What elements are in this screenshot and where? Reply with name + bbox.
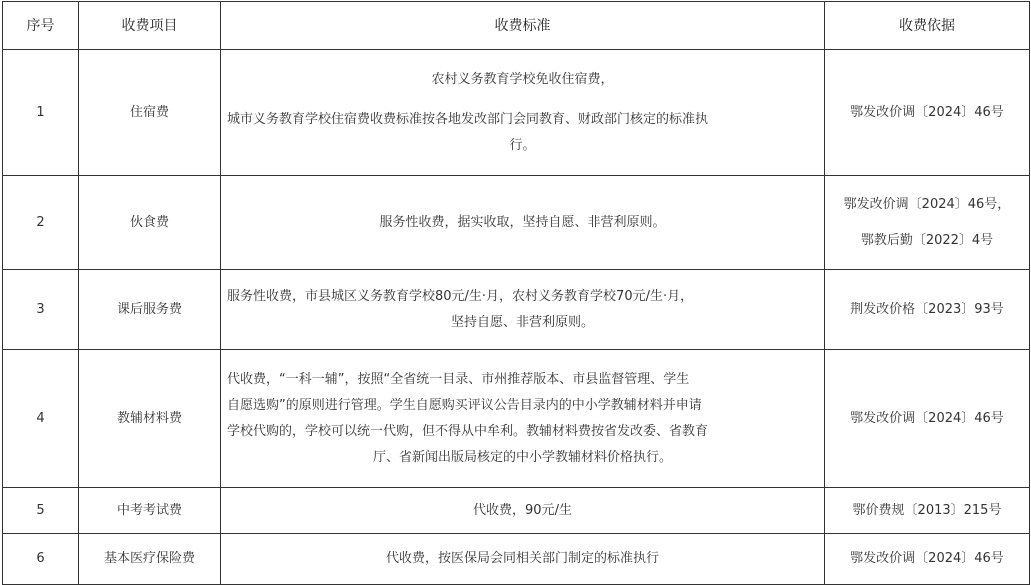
basis-line: 鄂发改价调〔2024〕46号 bbox=[850, 104, 1004, 120]
header-no: 序号 bbox=[3, 2, 79, 50]
row-no: 6 bbox=[3, 534, 79, 585]
row-basis bbox=[825, 270, 1030, 350]
table-row bbox=[3, 270, 1030, 350]
standard-line: 服务性收费，市县城区义务教育学校80元/生·月，农村义务教育学校70元/生·月， bbox=[227, 288, 694, 304]
header-item: 收费项目 bbox=[79, 2, 221, 50]
header-row bbox=[3, 2, 1030, 50]
standard-line: 学校代购的，学校可以统一代购，但不得从中牟利。教辅材料费按省发改委、省教育 bbox=[227, 423, 709, 439]
header-standard: 收费标准 bbox=[221, 2, 825, 50]
standard-line: 代收费，按医保局会同相关部门制定的标准执行 bbox=[385, 551, 659, 566]
standard-line: 代收费，“一科一辅”，按照“全省统一目录、市州推荐版本、市县监督管理、学生 bbox=[227, 371, 690, 387]
row-no: 4 bbox=[3, 350, 79, 488]
standard-line: 代收费，90元/生 bbox=[473, 502, 572, 518]
row-basis bbox=[825, 488, 1030, 534]
row-basis bbox=[825, 350, 1030, 488]
row-basis bbox=[825, 534, 1030, 585]
standard-line: 农村义务教育学校免收住宿费， bbox=[431, 71, 614, 87]
row-no: 1 bbox=[3, 50, 79, 176]
standard-line: 服务性收费，据实收取，坚持自愿、非营利原则。 bbox=[379, 214, 666, 230]
row-standard bbox=[221, 350, 825, 488]
table-row bbox=[3, 176, 1030, 270]
basis-line: 荆发改价格〔2023〕93号 bbox=[850, 301, 1004, 317]
row-no: 2 bbox=[3, 176, 79, 270]
row-standard bbox=[221, 176, 825, 270]
row-basis bbox=[825, 176, 1030, 270]
basis-line: 鄂发改价调〔2024〕46号 bbox=[850, 551, 1004, 566]
row-basis bbox=[825, 50, 1030, 176]
table-row bbox=[3, 534, 1030, 585]
row-standard bbox=[221, 270, 825, 350]
table-row bbox=[3, 350, 1030, 488]
basis-line: 鄂发改价调〔2024〕46号 bbox=[850, 410, 1004, 426]
fee-table bbox=[2, 1, 1030, 585]
basis-line: 鄂教后勤〔2022〕4号 bbox=[860, 232, 994, 248]
row-item: 教辅材料费 bbox=[79, 350, 221, 488]
standard-line: 自愿选购”的原则进行管理。学生自愿购买评议公告目录内的中小学教辅材料并申请 bbox=[227, 397, 702, 413]
row-item: 住宿费 bbox=[79, 50, 221, 176]
standard-line: 厅、省新闻出版局核定的中小学教辅材料价格执行。 bbox=[372, 449, 672, 465]
standard-line: 城市义务教育学校住宿费收费标准按各地发改部门会同教育、财政部门核定的标准执 bbox=[227, 111, 709, 127]
standard-line: 行。 bbox=[509, 137, 536, 153]
basis-line: 鄂价费规〔2013〕215号 bbox=[852, 502, 1002, 518]
row-standard bbox=[221, 534, 825, 585]
row-no: 5 bbox=[3, 488, 79, 534]
table-row bbox=[3, 50, 1030, 176]
row-standard bbox=[221, 50, 825, 176]
row-no: 3 bbox=[3, 270, 79, 350]
header-basis: 收费依据 bbox=[825, 2, 1030, 50]
standard-line: 坚持自愿、非营利原则。 bbox=[450, 314, 594, 330]
row-item: 基本医疗保险费 bbox=[79, 534, 221, 585]
table-row bbox=[3, 488, 1030, 534]
row-item: 中考考试费 bbox=[79, 488, 221, 534]
row-item: 伙食费 bbox=[79, 176, 221, 270]
row-standard bbox=[221, 488, 825, 534]
row-item: 课后服务费 bbox=[79, 270, 221, 350]
basis-line: 鄂发改价调〔2024〕46号， bbox=[843, 196, 1011, 212]
